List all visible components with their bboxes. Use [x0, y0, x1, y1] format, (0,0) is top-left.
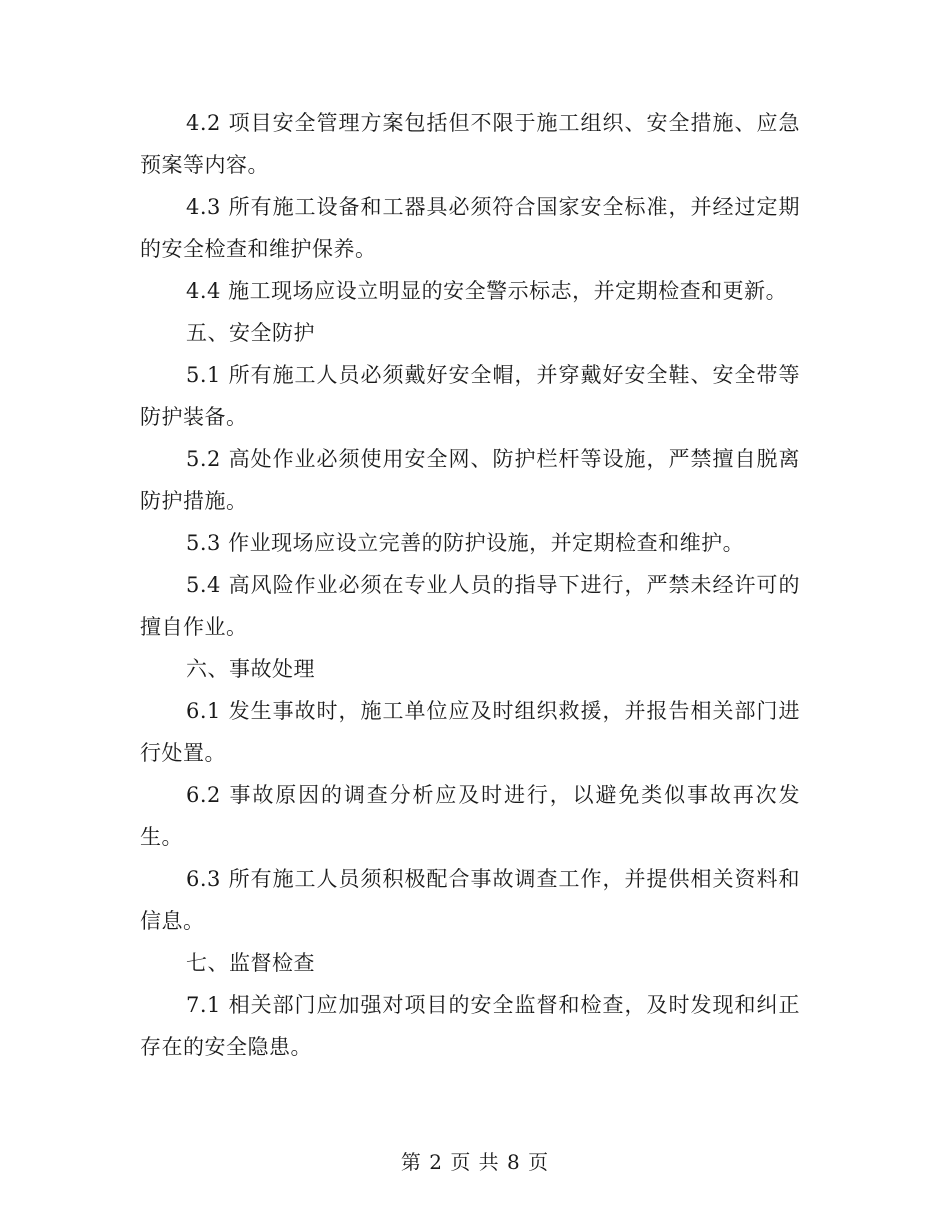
- section-heading-5: 五、安全防护: [186, 321, 315, 345]
- paragraph-6-2: 6.2 事故原因的调查分析应及时进行，以避免类似事故再次发生。: [140, 783, 800, 849]
- document-body: [140, 102, 800, 1068]
- paragraph-6-1: 6.1 发生事故时，施工单位应及时组织救援，并报告相关部门进行处置。: [140, 699, 800, 765]
- paragraph-5-1: 5.1 所有施工人员必须戴好安全帽，并穿戴好安全鞋、安全带等防护装备。: [140, 363, 800, 429]
- section-heading-6: 六、事故处理: [186, 657, 315, 681]
- paragraph-4-3: 4.3 所有施工设备和工器具必须符合国家安全标准，并经过定期的安全检查和维护保养。: [140, 195, 800, 261]
- paragraph-4-2: 4.2 项目安全管理方案包括但不限于施工组织、安全措施、应急预案等内容。: [140, 111, 800, 177]
- paragraph-7-1: 7.1 相关部门应加强对项目的安全监督和检查，及时发现和纠正存在的安全隐患。: [140, 993, 800, 1059]
- paragraph-5-4: 5.4 高风险作业必须在专业人员的指导下进行，严禁未经许可的擅自作业。: [140, 573, 800, 639]
- paragraph-6-3: 6.3 所有施工人员须积极配合事故调查工作，并提供相关资料和信息。: [140, 867, 800, 933]
- page-number-footer: 第 2 页 共 8 页: [400, 1150, 550, 1174]
- section-heading-7: 七、监督检查: [186, 951, 315, 975]
- paragraph-5-3: 5.3 作业现场应设立完善的防护设施，并定期检查和维护。: [186, 531, 745, 555]
- paragraph-4-4: 4.4 施工现场应设立明显的安全警示标志，并定期检查和更新。: [186, 279, 788, 303]
- paragraph-5-2: 5.2 高处作业必须使用安全网、防护栏杆等设施，严禁擅自脱离防护措施。: [140, 447, 800, 513]
